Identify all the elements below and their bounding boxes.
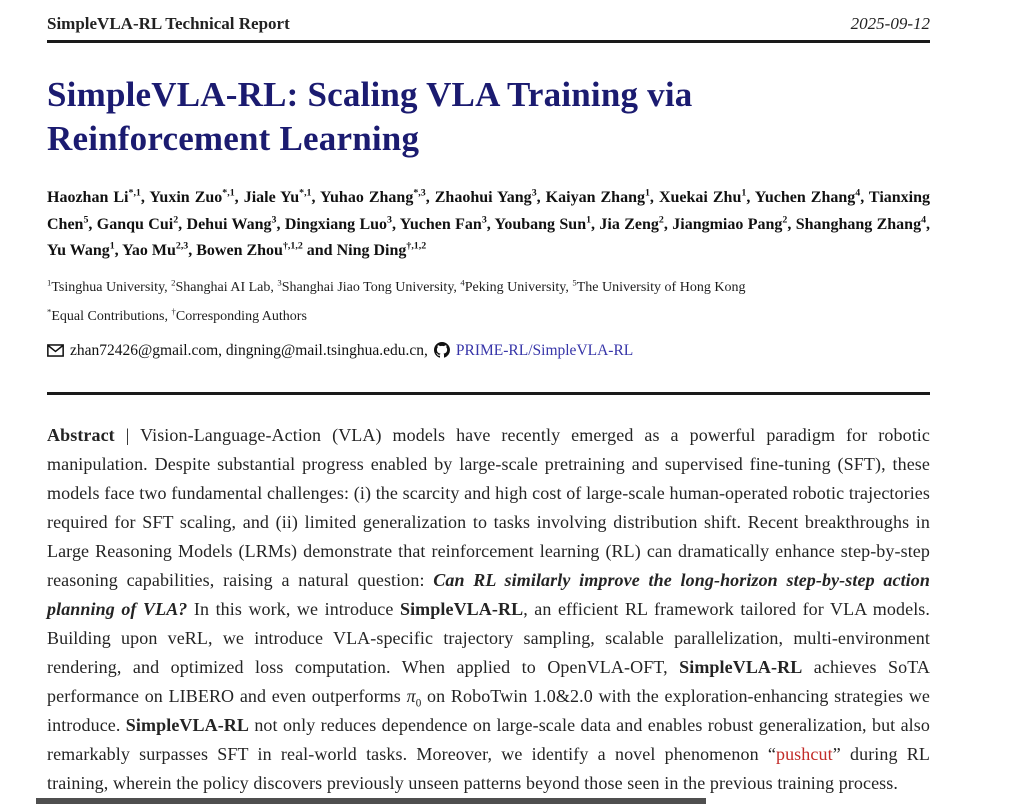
- text-segment: Abstract: [47, 425, 115, 446]
- text-segment: 1: [586, 214, 592, 226]
- text-segment: 2: [171, 277, 176, 288]
- text-segment: 4: [921, 214, 927, 226]
- text-segment: 3: [531, 187, 537, 199]
- text-segment: †: [171, 306, 176, 317]
- text-segment: and Ning Ding: [302, 242, 407, 260]
- text-segment: 1: [644, 187, 650, 199]
- author-notes: [47, 307, 930, 327]
- text-segment: Can RL similarly improve the long-horizon step-by-step action planning of VLA?: [47, 570, 930, 620]
- text-segment: , Jiangmiao Pang: [663, 215, 783, 233]
- text-segment: 4: [855, 187, 861, 199]
- text-segment: SimpleVLA-RL: [679, 657, 803, 678]
- text-segment: | Vision-Language-Action (VLA) models have recently emerged as a powerful paradigm for robotic manipulation. Despite substantial progress enabled by large-scale pretraining and supervised fine-tuning (SFT), these models face two fundamental challenges: (i) the scarcity and high cost of large-scale human-operated robotic trajectories required for SFT scaling, and (ii) limited generalization to tasks involving distribution shift. Recent breakthroughs in Large Reasoning Models (LRMs) demonstrate that reinforcement learning (RL) can dramatically enhance step-by-step reasoning capabilities, raising a natural question:: [47, 425, 930, 591]
- contact-line: [47, 340, 930, 362]
- text-segment: π: [406, 686, 416, 707]
- text-segment: 1: [47, 277, 52, 288]
- text-segment: achieves SoTA performance on LIBERO and even outperforms: [47, 657, 930, 707]
- running-head: [47, 14, 930, 34]
- text-segment: 2: [782, 214, 788, 226]
- text-segment: , Yuhao Zhang: [311, 188, 414, 206]
- text-segment: 1: [109, 241, 115, 253]
- text-segment: , an efficient RL framework tailored for VLA models. Building upon veRL, we introduce VLA-specific trajectory sampling, scalable parallelization, multi-environment rendering, and optimized loss computation. When applied to OpenVLA-OFT,: [47, 599, 930, 678]
- affiliation-list: [47, 278, 930, 298]
- text-segment: Corresponding Authors: [175, 308, 307, 324]
- text-segment: 3: [387, 214, 392, 226]
- text-segment: on RoboTwin 1.0&2.0 with the exploration-enhancing strategies we introduce.: [47, 686, 931, 736]
- contact-emails: zhan72426@gmail.com, dingning@mail.tsinghua.edu.cn,: [70, 341, 428, 359]
- text-segment: , Yu Wang: [47, 215, 931, 260]
- paper-title: [47, 73, 930, 161]
- text-segment: 3: [277, 277, 282, 288]
- text-segment: 2: [658, 214, 664, 226]
- text-segment: 5: [572, 277, 577, 288]
- text-segment: , Jiale Yu: [234, 188, 300, 206]
- paper-title-line2: Reinforcement Learning: [47, 118, 420, 158]
- text-segment: , Bowen Zhou: [188, 242, 283, 260]
- text-segment: *,3: [413, 187, 426, 199]
- text-segment: Tsinghua University,: [51, 280, 172, 296]
- text-segment: 3: [271, 214, 277, 226]
- text-segment: , Xuekai Zhu: [649, 188, 742, 206]
- text-segment: Shanghai AI Lab,: [175, 280, 278, 296]
- text-segment: , Zhaohui Yang: [425, 188, 532, 206]
- text-segment: , Yuchen Zhang: [746, 188, 856, 206]
- text-segment: 2,3: [175, 241, 189, 253]
- text-segment: Equal Contributions,: [51, 308, 172, 324]
- header-rule: [47, 40, 930, 43]
- running-head-title: SimpleVLA-RL Technical Report: [47, 14, 290, 33]
- text-segment: , Kaiyan Zhang: [536, 188, 645, 206]
- cropped-next-section-rule: [36, 798, 706, 804]
- text-segment: The University of Hong Kong: [576, 280, 746, 296]
- author-list: [47, 185, 930, 266]
- paper-title-line1: SimpleVLA-RL: Scaling VLA Training via: [47, 74, 693, 114]
- text-segment: †,1,2: [406, 241, 427, 253]
- text-segment: Shanghai Jiao Tong University,: [281, 280, 461, 296]
- text-segment: , Yuxin Zuo: [140, 188, 223, 206]
- text-segment: 1: [741, 187, 747, 199]
- text-segment: , Youbang Sun: [486, 215, 587, 233]
- header-date: 2025-09-12: [850, 14, 930, 33]
- text-segment: , Dingxiang Luo: [276, 215, 388, 233]
- text-segment: pushcut: [775, 744, 833, 765]
- text-segment: Haozhan Li: [47, 188, 129, 206]
- text-segment: *,1: [222, 187, 235, 199]
- text-segment: , Dehui Wang: [178, 215, 272, 233]
- text-segment: SimpleVLA-RL: [399, 599, 524, 620]
- text-segment: †,1,2: [282, 241, 303, 253]
- text-segment: , Ganqu Cui: [88, 215, 174, 233]
- text-segment: 4: [460, 277, 465, 288]
- text-segment: *,1: [128, 187, 141, 199]
- github-repo-link[interactable]: PRIME-RL/SimpleVLA-RL: [455, 341, 634, 359]
- github-icon: [434, 342, 450, 358]
- text-segment: , Shanghang Zhang: [787, 215, 922, 233]
- text-segment: 0: [415, 697, 422, 710]
- text-segment: ” during RL training, wherein the policy discovers previously unseen patterns beyond those seen in the previous training process.: [47, 744, 931, 794]
- text-segment: not only reduces dependence on large-scale data and enables robust generalization, but also remarkably surpasses SFT in real-world tasks. Moreover, we identify a novel phenomenon “: [47, 715, 930, 765]
- text-segment: , Tianxing Chen: [47, 188, 930, 233]
- text-segment: , Yao Mu: [114, 242, 176, 260]
- email-icon: [47, 344, 64, 357]
- text-segment: , Jia Zeng: [591, 215, 659, 233]
- text-segment: Peking University,: [464, 280, 573, 296]
- abstract-top-rule: [47, 392, 930, 395]
- text-segment: 3: [481, 214, 487, 226]
- abstract-paragraph: [47, 421, 930, 798]
- text-segment: , Yuchen Fan: [392, 215, 482, 233]
- text-segment: 2: [173, 214, 179, 226]
- text-segment: 5: [83, 214, 89, 226]
- text-segment: SimpleVLA-RL: [125, 715, 250, 736]
- text-segment: In this work, we introduce: [187, 599, 400, 620]
- text-segment: *: [47, 306, 52, 317]
- text-segment: *,1: [299, 187, 312, 199]
